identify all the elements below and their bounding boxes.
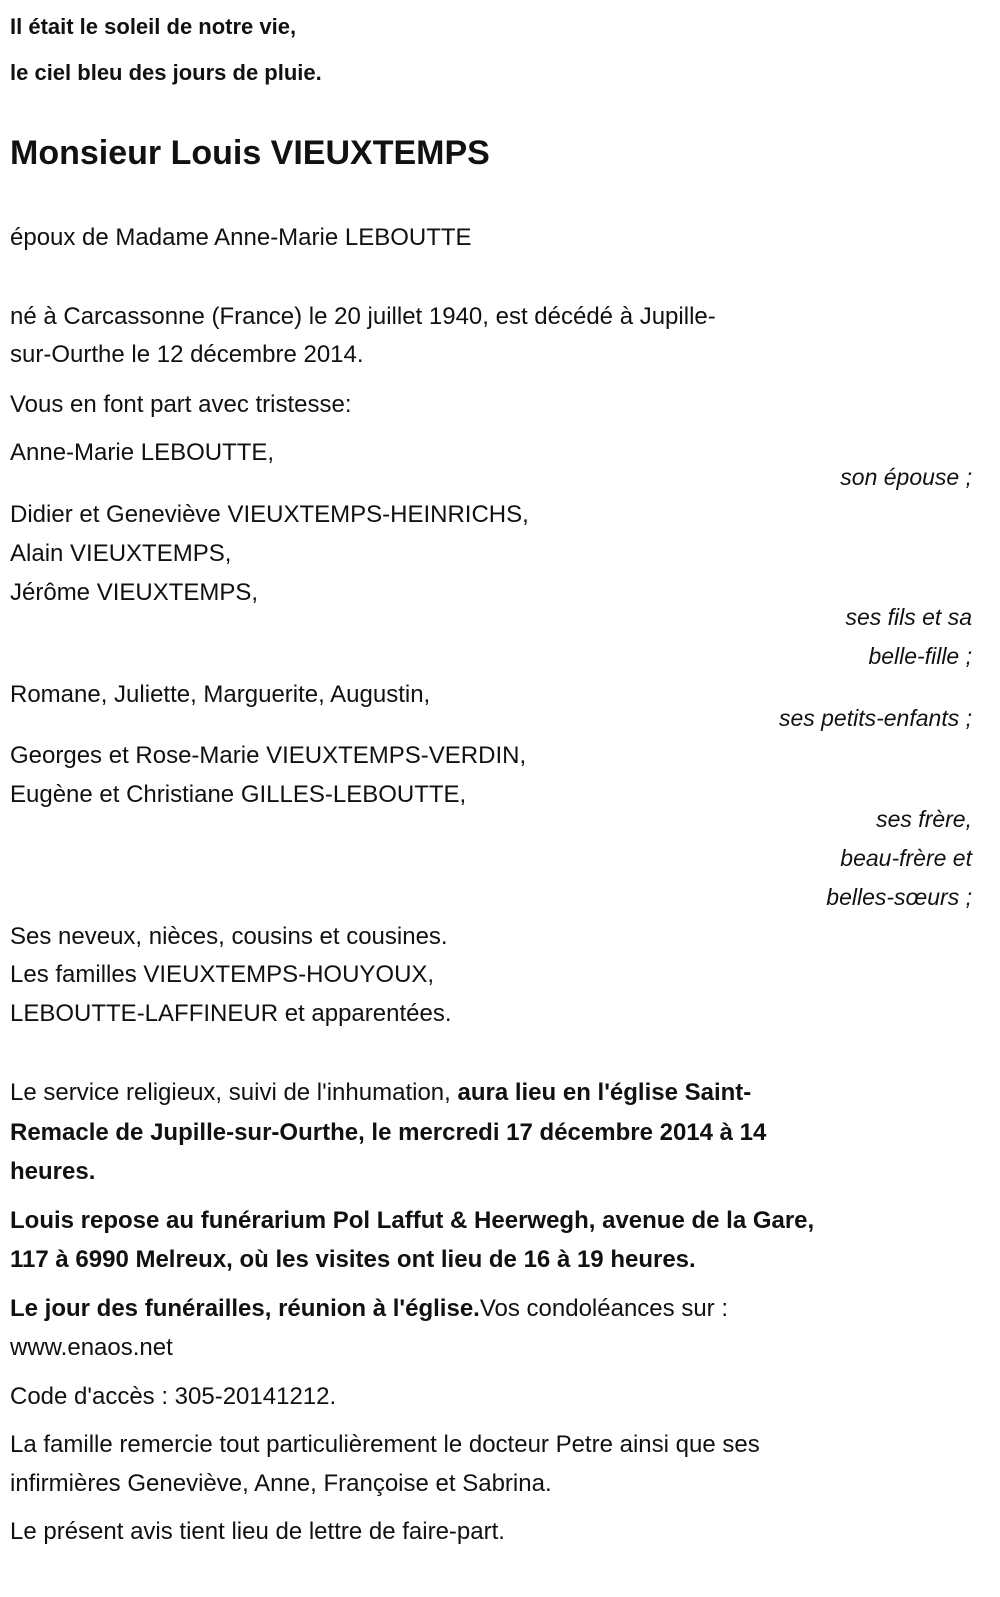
access-code: Code d'accès : 305-20141212. <box>10 1383 337 1410</box>
meeting-line <box>10 1294 728 1324</box>
family-role: ses petits-enfants ; <box>778 705 972 731</box>
funerarium-line: Louis repose au funérarium Pol Laffut & Heerwegh, avenue de la Gare, <box>10 1207 815 1234</box>
family-member: Didier et Geneviève VIEUXTEMPS-HEINRICHS, <box>10 501 529 528</box>
family-role: ses fils et sa <box>845 604 972 630</box>
announce-text: Vous en font part avec tristesse: <box>10 391 352 418</box>
website-link[interactable]: www.enaos.net <box>10 1334 173 1361</box>
funerarium-line: 117 à 6990 Melreux, où les visites ont lieu de 16 à 19 heures. <box>10 1246 696 1273</box>
family-others: LEBOUTTE-LAFFINEUR et apparentées. <box>10 1000 452 1027</box>
family-member: Georges et Rose-Marie VIEUXTEMPS-VERDIN, <box>10 742 527 769</box>
family-member: Jérôme VIEUXTEMPS, <box>10 579 259 606</box>
family-role: belle-fille ; <box>868 643 972 669</box>
page-title: Monsieur Louis VIEUXTEMPS <box>10 134 490 172</box>
family-member: Eugène et Christiane GILLES-LEBOUTTE, <box>10 781 467 808</box>
service-bold: aura lieu en l'église Saint- <box>457 1079 752 1106</box>
spouse-line: époux de Madame Anne-Marie LEBOUTTE <box>10 224 472 251</box>
family-others: Ses neveux, nièces, cousins et cousines. <box>10 923 448 950</box>
family-role: son épouse ; <box>840 464 972 490</box>
birth-death-line: sur-Ourthe le 12 décembre 2014. <box>10 341 364 368</box>
family-role: ses frère, <box>876 806 972 832</box>
family-role: beau-frère et <box>840 845 972 871</box>
service-line: Remacle de Jupille-sur-Ourthe, le mercredi 17 décembre 2014 à 14 <box>10 1119 767 1146</box>
service-intro: Le service religieux, suivi de l'inhumation, <box>10 1079 458 1106</box>
family-member: Romane, Juliette, Marguerite, Augustin, <box>10 681 431 708</box>
closing-line: Le présent avis tient lieu de lettre de faire-part. <box>10 1518 505 1545</box>
epigraph-line: le ciel bleu des jours de pluie. <box>10 60 322 85</box>
meeting-text: Le jour des funérailles, réunion à l'église. <box>10 1295 480 1322</box>
service-line <box>10 1078 751 1108</box>
condolences-text: Vos condoléances sur : <box>479 1295 728 1322</box>
family-member: Alain VIEUXTEMPS, <box>10 540 232 567</box>
epigraph-line: Il était le soleil de notre vie, <box>10 14 297 39</box>
family-member: Anne-Marie LEBOUTTE, <box>10 439 275 466</box>
service-line: heures. <box>10 1158 96 1185</box>
thanks-line: infirmières Geneviève, Anne, Françoise et Sabrina. <box>10 1470 552 1497</box>
thanks-line: La famille remercie tout particulièrement le docteur Petre ainsi que ses <box>10 1431 760 1458</box>
family-others: Les familles VIEUXTEMPS-HOUYOUX, <box>10 961 435 988</box>
birth-death-line: né à Carcassonne (France) le 20 juillet 1940, est décédé à Jupille- <box>10 303 716 330</box>
family-role: belles-sœurs ; <box>826 884 972 910</box>
